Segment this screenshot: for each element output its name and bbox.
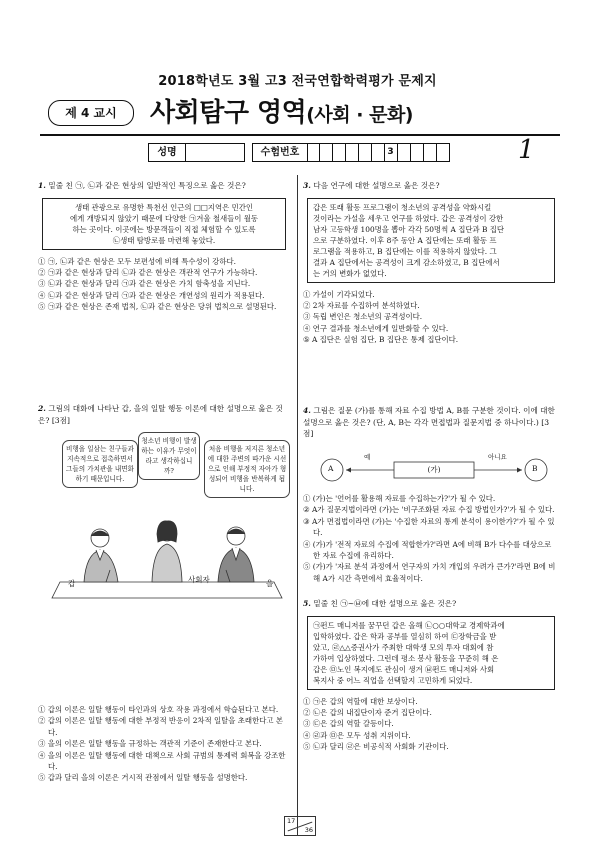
choice-5[interactable]: ⑤ ㉡과 달리 ㉣은 비공식적 사회화 기관이다. bbox=[303, 742, 449, 752]
question-3-stem bbox=[303, 180, 559, 192]
passage-line: 입학하였다. 갑은 학과 공부를 열심히 하여 ㉢장학금을 받 bbox=[313, 631, 497, 641]
student-number-cell[interactable] bbox=[410, 143, 424, 162]
choice-5[interactable]: ⑤ A 집단은 실험 집단, B 집단은 통제 집단이다. bbox=[303, 335, 459, 345]
choice-2[interactable]: ② 2차 자료를 수집하여 분석하였다. bbox=[303, 300, 420, 310]
question-4 bbox=[303, 405, 559, 440]
node-a: A bbox=[328, 464, 334, 473]
no-label: 아니요 bbox=[488, 453, 507, 461]
student-number-cell[interactable] bbox=[319, 143, 333, 162]
label-host: 사회자 bbox=[188, 575, 210, 584]
passage-line: 으로 구분하였다. 이후 8주 동안 A 집단에는 또래 활동 프 bbox=[313, 235, 497, 245]
question-number: 2. bbox=[38, 404, 46, 413]
choice-4[interactable]: ④ 을의 이론은 일탈 행동에 대한 대책으로 사회 규범의 통제력 회복을 강조한다. bbox=[38, 750, 286, 772]
exam-title: 2018학년도 3월 고3 전국연합학력평가 문제지 bbox=[158, 74, 437, 89]
question-2-choices-wrap bbox=[38, 704, 290, 784]
question-stem: 밑줄 친 ㉠, ㉡과 같은 현상의 일반적인 특징으로 옳은 것은? bbox=[48, 181, 246, 190]
question-3 bbox=[303, 180, 559, 346]
question-3-passage bbox=[307, 198, 555, 283]
question-2-choices bbox=[38, 704, 290, 784]
choice-3[interactable]: ③ ㉢은 갑의 역할 갈등이다. bbox=[303, 719, 394, 729]
question-4-stem bbox=[303, 405, 559, 440]
passage-line: 결과 A 집단에서는 공격성이 크게 감소하였고, B 집단에서 bbox=[313, 257, 500, 267]
student-number-cell[interactable] bbox=[306, 143, 320, 162]
page-indicator-top: 17 bbox=[287, 817, 296, 825]
question-5-choices bbox=[303, 696, 559, 753]
passage-line: 로그램을 적용하고, B 집단에는 이를 적용하지 않았다. 그 bbox=[313, 246, 497, 256]
choice-5[interactable]: ⑤ (가)가 '자료 분석 과정에서 연구자의 가치 개입의 우려가 큰가?'라면 B에 비해 A가 시간 측면에서 효율적이다. bbox=[303, 562, 556, 583]
choice-4[interactable]: ④ ㉡과 같은 현상과 달리 ㉠과 같은 현상은 개연성의 원리가 적용된다. bbox=[38, 290, 265, 300]
question-1 bbox=[38, 180, 290, 313]
question-number: 5. bbox=[303, 599, 311, 608]
question-stem: 그림의 대화에 나타난 갑, 을의 일탈 행동 이론에 대한 설명으로 옳은 것은? [3점] bbox=[38, 404, 283, 425]
question-2-stem bbox=[38, 403, 290, 426]
choice-1[interactable]: ① ㉠은 갑의 역할에 대한 보상이다. bbox=[303, 696, 418, 706]
session-badge: 제 4 교시 bbox=[48, 100, 134, 126]
question-stem: 다음 연구에 대한 설명으로 옳은 것은? bbox=[313, 181, 440, 190]
person-gap-figure bbox=[84, 529, 118, 582]
page-indicator-bottom: 36 bbox=[304, 826, 313, 834]
student-number-cell[interactable] bbox=[371, 143, 385, 162]
choice-4[interactable]: ④ ㉣과 ㉤은 모두 성취 지위이다. bbox=[303, 730, 411, 740]
student-number-cell[interactable] bbox=[397, 143, 411, 162]
column-divider bbox=[297, 175, 298, 835]
passage-line: 남자 고등학생 100명을 뽑아 각각 50명씩 A 집단과 B 집단 bbox=[313, 224, 505, 234]
speech-bubble-host: 청소년 비행이 발생하는 이유가 무엇이라고 생각하십니까? bbox=[138, 432, 200, 480]
question-4-choices bbox=[303, 493, 559, 584]
passage-line: 는 거의 변화가 없었다. bbox=[313, 268, 387, 278]
question-1-choices bbox=[38, 256, 290, 313]
choice-4[interactable]: ④ 연구 결과를 청소년에게 일반화할 수 있다. bbox=[303, 323, 449, 333]
student-number-cell[interactable] bbox=[345, 143, 359, 162]
choice-3[interactable]: ③ A가 면접법이라면 (가)는 '수집한 자료의 통계 분석이 용이한가?'가 될 수 있다. bbox=[303, 516, 555, 538]
question-2 bbox=[38, 403, 290, 426]
question-4-diagram bbox=[316, 450, 552, 486]
subject-title bbox=[150, 92, 413, 129]
choice-2[interactable]: ② 갑의 이론은 일탈 행동에 대한 부정적 반응이 2차적 일탈을 초래한다고 본다. bbox=[38, 716, 283, 737]
name-label: 성명 bbox=[148, 143, 186, 162]
question-stem: 그림은 질문 (가)를 통해 자료 수집 방법 A, B를 구분한 것이다. 이에 대한 설명으로 옳은 것은? (단, A, B는 각각 면접법과 질문지법 중 하나이다.) [3점] bbox=[303, 406, 555, 438]
question-5-passage bbox=[307, 616, 555, 690]
box-ga: (가) bbox=[427, 465, 441, 474]
page-number: 1 bbox=[518, 135, 535, 165]
question-5 bbox=[303, 598, 559, 753]
yes-label: 예 bbox=[364, 453, 371, 461]
passage-line: 하는 곳이다. 이곳에는 방문객들이 직접 체험할 수 있도록 bbox=[72, 224, 256, 234]
choice-1[interactable]: ① (가)는 '언어를 활용해 자료를 수집하는가?'가 될 수 있다. bbox=[303, 494, 496, 503]
node-b: B bbox=[532, 464, 538, 473]
subject-main: 사회탐구 영역 bbox=[150, 98, 307, 128]
choice-5[interactable]: ⑤ ㉠과 같은 현상은 존재 법칙, ㉡과 같은 현상은 당위 법칙으로 설명된다. bbox=[38, 302, 277, 312]
choice-1[interactable]: ① 가설이 기각되었다. bbox=[303, 289, 375, 299]
passage-line: 생태 관광으로 유명한 특천선 인근의 □□지역은 민간인 bbox=[75, 202, 253, 212]
choice-4[interactable]: ④ (가)가 '전적 자료의 수집에 적합한가?'라면 A에 비해 B가 다수를 대상으로 한 자료 수집에 유리하다. bbox=[303, 539, 552, 561]
person-eul-figure bbox=[218, 527, 254, 582]
panel-discussion-drawing bbox=[40, 512, 294, 604]
passage-line: 것이라는 가설을 세우고 연구를 하였다. 갑은 공격성이 강한 bbox=[313, 213, 504, 223]
student-number-cell[interactable] bbox=[332, 143, 346, 162]
passage-line: 갑은 ㉤노인 복지에도 관심이 생겨 ㉥펀드 매니저와 사회 bbox=[313, 664, 495, 674]
label-gap: 갑 bbox=[68, 579, 76, 588]
subject-sub: (사회 · 문화) bbox=[306, 104, 413, 126]
header-rule bbox=[40, 134, 560, 136]
speech-bubble-gap: 비행을 일삼는 친구들과 지속적으로 접촉하면서 그들의 가치관을 내면화하기 때문입니다. bbox=[62, 440, 138, 488]
question-number: 4. bbox=[303, 406, 311, 415]
choice-1[interactable]: ① ㉠, ㉡과 같은 현상은 모두 보편성에 비해 특수성이 강하다. bbox=[38, 256, 236, 266]
choice-1[interactable]: ① 갑의 이론은 일탈 행동이 타인과의 상호 작용 과정에서 학습된다고 본다. bbox=[38, 705, 279, 714]
choice-5[interactable]: ⑤ 갑과 달리 을의 이론은 거시적 관점에서 일탈 행동을 설명한다. bbox=[38, 773, 248, 783]
student-number-cell[interactable] bbox=[436, 143, 450, 162]
choice-3[interactable]: ③ ㉡과 같은 현상과 달리 ㉠과 같은 현상은 가치 함축성을 지닌다. bbox=[38, 279, 251, 289]
page-indicator bbox=[284, 816, 316, 836]
question-stem: 밑줄 친 ㉠~㉥에 대한 설명으로 옳은 것은? bbox=[313, 599, 457, 608]
passage-line: 에게 개방되지 않았기 때문에 다양한 ㉠겨울 철새들이 월동 bbox=[69, 213, 259, 223]
passage-line: 가하여 입상하였다. 그런데 평소 봉사 활동을 꾸준히 해 온 bbox=[313, 653, 499, 663]
choice-3[interactable]: ③ 독립 변인은 청소년의 공격성이다. bbox=[303, 312, 423, 322]
name-field[interactable] bbox=[184, 143, 245, 162]
question-2-illustration bbox=[40, 432, 294, 604]
question-1-passage bbox=[42, 198, 286, 250]
passage-line: 복지사 중 어느 직업을 선택할지 고민하게 되었다. bbox=[313, 675, 473, 685]
passage-line: 았고, ㉣△△증권사가 주최한 대학생 모의 투자 대회에 참 bbox=[313, 642, 494, 652]
speech-bubble-eul: 처음 비행을 저지른 청소년에 대한 주변의 따가운 시선으로 인해 부정적 자아가 형성되어 비행을 반복하게 됩니다. bbox=[204, 440, 290, 498]
choice-2[interactable]: ② ㉡은 갑의 내집단이자 준거 집단이다. bbox=[303, 707, 432, 717]
label-eul: 을 bbox=[266, 579, 274, 588]
question-number: 3. bbox=[303, 181, 311, 190]
student-number-label: 수험번호 bbox=[252, 143, 308, 162]
question-number: 1. bbox=[38, 181, 46, 190]
question-5-stem bbox=[303, 598, 559, 610]
choice-3[interactable]: ③ 을의 이론은 일탈 행동을 규정하는 객관적 기준이 존재한다고 본다. bbox=[38, 739, 262, 749]
choice-2[interactable]: ② A가 질문지법이라면 (가)는 '비구조화된 자료 수집 방법인가?'가 될 수 있다. bbox=[303, 505, 555, 515]
person-host-figure bbox=[152, 521, 182, 582]
question-4-choices-wrap bbox=[303, 493, 559, 584]
passage-line: ㉠펀드 매니저를 꿈꾸던 갑은 올해 ㉡○○대학교 경제학과에 bbox=[313, 620, 505, 630]
question-1-stem bbox=[38, 180, 290, 192]
student-number-cell[interactable] bbox=[358, 143, 372, 162]
passage-line: 갑은 또래 활동 프로그램이 청소년의 공격성을 약화시킬 bbox=[313, 202, 492, 212]
student-number-cell[interactable] bbox=[423, 143, 437, 162]
passage-line: ㉡생태 탐방로를 마련해 놓았다. bbox=[112, 235, 216, 245]
student-number-digit: 3 bbox=[384, 143, 398, 162]
choice-2[interactable]: ② ㉠과 같은 현상과 달리 ㉡과 같은 현상은 객관적 연구가 가능하다. bbox=[38, 267, 258, 277]
question-3-choices bbox=[303, 289, 559, 346]
